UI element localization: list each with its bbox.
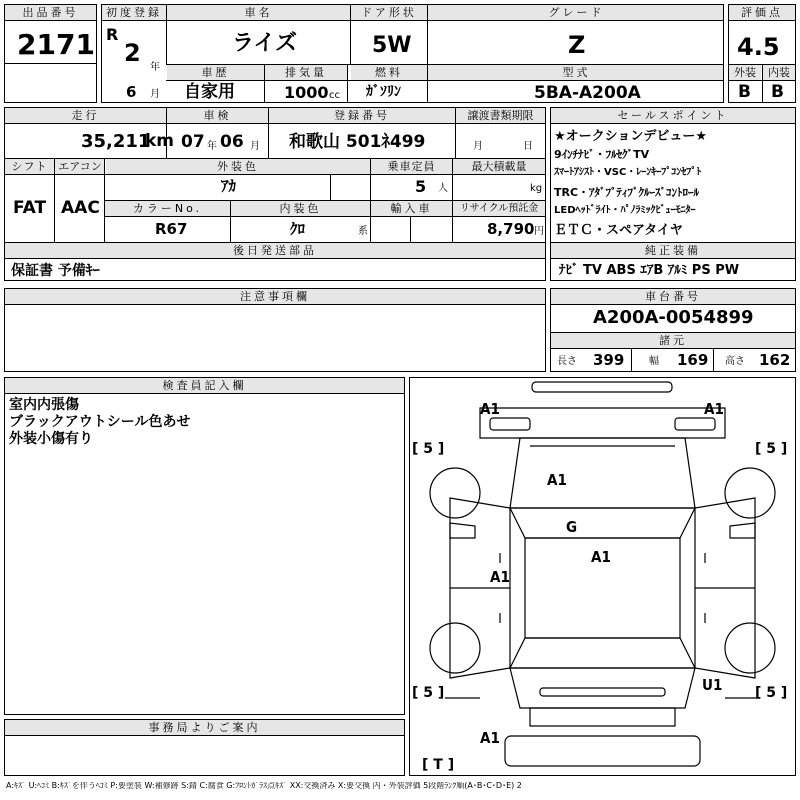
main-info-box: [101, 4, 724, 103]
tire-rear-right: [ 5 ]: [755, 685, 788, 701]
ext-score-value: B: [738, 82, 751, 102]
year-unit: 年: [150, 62, 160, 73]
door-value: 5W: [372, 33, 412, 58]
chassis-value: A200A-0054899: [593, 307, 754, 328]
int-color-label: 内装色: [231, 201, 370, 216]
era-letter: R: [106, 25, 119, 44]
model-value: 5BA-A200A: [534, 83, 641, 103]
score-box: [728, 4, 796, 103]
mark-left-door: A1: [490, 568, 510, 586]
mark-front-left: A1: [480, 400, 500, 418]
month-unit: 月: [150, 89, 160, 100]
first-reg-year: 2: [124, 39, 141, 67]
score-label: 評価点: [729, 5, 795, 20]
ext-score-label: 外装: [729, 65, 761, 80]
tire-front-right: [ 5 ]: [755, 441, 788, 457]
length-value: 399: [593, 351, 625, 369]
office-box: [4, 719, 405, 776]
inspection-year: 07: [181, 132, 205, 152]
car-outline-graphic: [410, 378, 795, 775]
inspector-line-1: 室内内張傷: [9, 397, 79, 413]
lot-box: [4, 4, 97, 103]
inspection-year-unit: 年: [207, 141, 217, 152]
plate-value: 和歌山 501ﾈ499: [289, 132, 426, 152]
chassis-box: [550, 288, 796, 372]
recycle-unit: 円: [534, 226, 544, 237]
int-color-unit: 系: [358, 226, 368, 237]
recycle-label: リサイクル預託金: [453, 201, 545, 216]
grade-value: Z: [568, 31, 586, 59]
ext-color-label: 外装色: [106, 159, 370, 174]
inspection-month-unit: 月: [250, 141, 260, 152]
history-label: 車歴: [167, 65, 264, 80]
width-value: 169: [677, 351, 709, 369]
spare-tire: [ T ]: [422, 757, 455, 773]
displacement-value: 1000: [284, 83, 329, 102]
int-score-value: B: [771, 82, 784, 102]
aircon-value: AAC: [61, 198, 100, 218]
notes-box: [4, 288, 546, 372]
sales-line-6: ＥＴＣ・スペアタイヤ: [554, 223, 683, 238]
dims-label: 諸元: [551, 333, 795, 348]
fuel-label: 燃料: [351, 65, 427, 80]
fuel-value: ｶﾞｿﾘﾝ: [366, 84, 401, 100]
mileage-unit: km: [145, 131, 175, 151]
sales-points-label: セールスポイント: [551, 108, 795, 123]
first-reg-month: 6: [126, 83, 137, 101]
max-load-label: 最大積載量: [453, 159, 545, 174]
mileage-label: 走行: [5, 108, 166, 123]
displacement-label: 排気量: [265, 65, 347, 80]
mileage-value: 35,211: [81, 131, 151, 152]
sales-box: [550, 107, 796, 281]
sales-line-5: LEDﾍｯﾄﾞﾗｲﾄ・ﾊﾟﾉﾗﾐｯｸﾋﾞｭｰﾓﾆﾀｰ: [554, 205, 696, 216]
car-diagram: [409, 377, 796, 776]
details-box: [4, 107, 546, 281]
plate-label: 登録番号: [269, 108, 455, 123]
tire-front-left: [ 5 ]: [412, 441, 445, 457]
shift-label: シフト: [5, 159, 54, 174]
sales-line-4: TRC・ｱﾀﾞﾌﾟﾃｨﾌﾞｸﾙｰｽﾞｺﾝﾄﾛｰﾙ: [554, 186, 700, 199]
sales-line-3: ｽﾏｰﾄｱｼｽﾄ・VSC・ﾚｰﾝｷｰﾌﾟｺﾝｾﾌﾟﾄ: [554, 167, 702, 178]
car-name-label: 車名: [167, 5, 350, 20]
sales-line-2: 9ｲﾝﾁﾅﾋﾞ・ﾌﾙｾｸﾞTV: [554, 148, 650, 161]
inspector-line-2: ブラックアウトシール色あせ: [9, 414, 191, 430]
int-score-label: 内装: [763, 65, 795, 80]
inspection-label: 車検: [167, 108, 268, 123]
displacement-unit: cc: [329, 90, 340, 101]
model-label: 型式: [428, 65, 724, 80]
capacity-label: 乗車定員: [371, 159, 452, 174]
max-load-unit: kg: [530, 183, 543, 194]
sales-line-1: ★オークションデビュー★: [554, 129, 708, 144]
inspector-label: 検査員記入欄: [5, 378, 404, 393]
inspection-month: 06: [220, 132, 244, 152]
mark-windshield: G: [566, 518, 578, 536]
capacity-unit: 人: [438, 183, 448, 194]
score-value: 4.5: [737, 33, 780, 61]
office-label: 事務局よりご案内: [5, 720, 404, 735]
width-label: 幅: [649, 356, 659, 367]
color-no-label: カラーNo.: [105, 201, 230, 216]
mark-roof: A1: [591, 548, 611, 566]
transfer-day-unit: 日: [523, 141, 533, 152]
notes-label: 注意事項欄: [5, 289, 545, 304]
legend: A:ｷｽﾞ U:ﾍｺﾐ B:ｷｽﾞを伴うﾍｺﾐ P:要塗装 W:補修跡 S:錆 C:腐食 G:ﾌﾛﾝﾄｶﾞﾗｽ点ｷｽﾞ XX:交換済み X:要交換 内・外装評価 5段階ﾗﾝｸ順(A･B･C･D･E) 2: [6, 782, 522, 790]
shift-value: FAT: [13, 198, 47, 218]
mark-hood: A1: [547, 471, 567, 489]
mark-rear: A1: [480, 729, 500, 747]
history-value: 自家用: [184, 82, 235, 102]
first-reg-label: 初度登録: [102, 5, 166, 20]
height-value: 162: [759, 351, 791, 369]
car-name-value: ライズ: [232, 31, 298, 56]
lot-number: 2171: [17, 28, 95, 61]
import-label: 輸入車: [371, 201, 452, 216]
later-parts-label: 後日発送部品: [5, 243, 545, 258]
chassis-label: 車台番号: [551, 289, 795, 304]
door-label: ドア形状: [351, 5, 427, 20]
ext-color-value: ｱｶ: [221, 177, 237, 195]
inspector-box: [4, 377, 405, 715]
height-label: 高さ: [725, 356, 745, 367]
mark-right-rear: U1: [702, 676, 723, 694]
mark-front-right: A1: [704, 400, 724, 418]
equipment-label: 純正装備: [551, 243, 795, 258]
later-parts-value: 保証書 予備ｷｰ: [11, 263, 100, 279]
equipment-value: ﾅﾋﾞ TV ABS ｴｱB ｱﾙﾐ PS PW: [559, 263, 740, 278]
transfer-month-unit: 月: [473, 141, 483, 152]
length-label: 長さ: [557, 356, 577, 367]
capacity-value: 5: [415, 177, 427, 196]
color-no-value: R67: [155, 220, 188, 238]
tire-rear-left: [ 5 ]: [412, 685, 445, 701]
lot-label: 出品番号: [5, 5, 96, 20]
grade-label: グレード: [428, 5, 724, 20]
recycle-value: 8,790: [487, 220, 535, 238]
inspector-line-3: 外装小傷有り: [9, 431, 93, 447]
int-color-value: ｸﾛ: [290, 220, 306, 238]
aircon-label: エアコン: [55, 159, 105, 174]
transfer-label: 譲渡書類期限: [456, 108, 545, 123]
